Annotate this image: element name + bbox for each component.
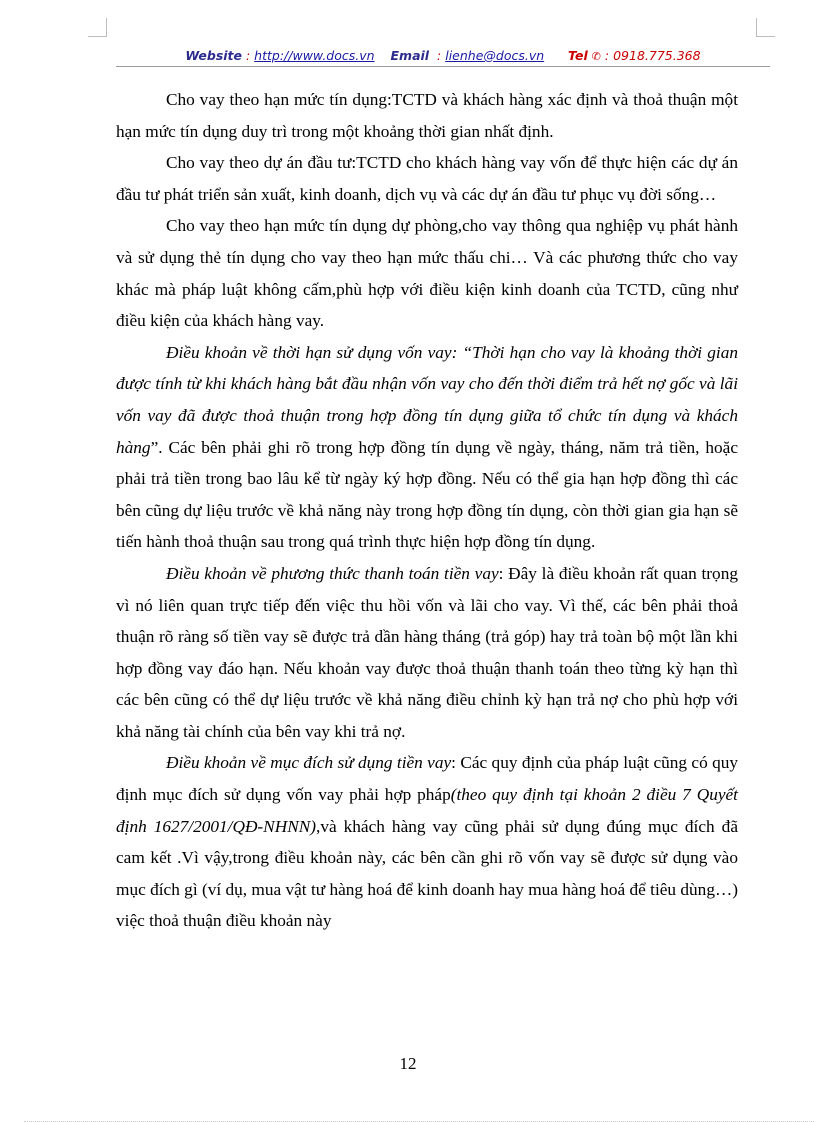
header-colon: : [604,48,614,63]
paragraph-text: Cho vay theo hạn mức tín dụng dự phòng,cho vay thông qua nghiệp vụ phát hành và sử dụng thẻ tín dụng cho vay theo hạn mức thấu chi… Và các phương thức cho vay khác mà pháp luật không cấm,phù hợp với điều kiện kinh doanh của TCTD, cũng như điều kiện của khách hàng vay. [116,216,738,331]
document-body [116,84,738,937]
paragraph-credit-limit [116,84,738,147]
email-link[interactable]: lienhe@docs.vn [445,48,545,63]
page-number: 12 [399,1054,417,1073]
clause-title-loan-term: Điều khoản về thời hạn sử dụng vốn vay: “Thời hạn cho vay là khoảng thời gian được tính từ khi khách hàng bắt đầu nhận vốn vay cho đến thời điểm trả hết nợ gốc và lãi vốn vay đã được thoả thuận trong hợp đồng tín dụng giữa tổ chức tín dụng và khách hàng [116,342,738,457]
header-colon: : [245,48,255,63]
paragraph-text: Cho vay theo dự án đầu tư:TCTD cho khách hàng vay vốn để thực hiện các dự án đầu tư phát triển sản xuất, kinh doanh, dịch vụ và các dự án đầu tư phục vụ đời sống… [116,153,738,204]
phone-icon: ✆ [591,50,601,63]
website-label: Website [185,48,242,63]
page-bottom-edge [24,1121,814,1122]
paragraph-repayment-method [116,558,738,748]
paragraph-loan-purpose [116,747,738,937]
phone-number: 0918.775.368 [613,48,701,63]
email-label: Email [390,48,430,63]
paragraph-text: ,và khách hàng vay cũng phải sử dụng đúng mục đích đã cam kết .Vì vậy,trong điều khoản này, các bên cần ghi rõ vốn vay sẽ được sử dụng vào mục đích gì (ví dụ, mua vật tư hàng hoá để kinh doanh hay mua hàng hoá để tiêu dùng…) việc thoả thuận điều khoản này [116,816,738,931]
header-spacer [379,48,387,63]
paragraph-standby-credit [116,210,738,336]
paragraph-text: : Các quy định của pháp luật cũng có quy định mục đích sử dụng vốn vay phải hợp pháp [116,753,738,805]
crop-mark-top-right [756,18,775,37]
paragraph-text: Cho vay theo hạn mức tín dụng:TCTD và khách hàng xác định và thoả thuận một hạn mức tín dụng duy trì trong một khoảng thời gian nhất định. [116,90,738,141]
paragraph-loan-term [116,337,738,558]
header-colon: : [433,48,446,63]
paragraph-text: : Đây là điều khoản rất quan trọng vì nó liên quan trực tiếp đến việc thu hồi vốn và lãi cho vay. Vì thế, các bên phải thoả thuận rõ ràng số tiền vay sẽ được trả dần hàng tháng (trả góp) hay trả toàn bộ một lần khi hợp đồng vay đáo hạn. Nếu khoản vay được thoả thuận thanh toán theo từng kỳ hạn thì các bên cũng có thể dự liệu trước về khả năng điều chỉnh kỳ hạn trả nợ cho phù hợp với khả năng tài chính của bên vay khi trả nợ. [116,563,738,741]
legal-reference: (theo quy định tại khoản 2 điều 7 Quyết định 1627/2001/QĐ-NHNN) [116,785,738,836]
clause-title-repayment: Điều khoản về phương thức thanh toán tiền vay [166,563,499,583]
paragraph-project-loan [116,147,738,210]
tel-label: Tel [568,48,588,63]
paragraph-text: ”. Các bên phải ghi rõ trong hợp đồng tín dụng về ngày, tháng, năm trả tiền, hoặc phải trả tiền trong bao lâu kể từ ngày ký hợp đồng. Nếu có thể gia hạn hợp đồng thì các bên cũng dự liệu trước về khả năng này trong hợp đồng tín dụng, còn thời gian gia hạn sẽ tiến hành thoả thuận sau trong quá trình thực hiện hợp đồng tín dụng. [116,437,738,552]
clause-title-purpose: Điều khoản về mục đích sử dụng tiền vay [166,753,452,773]
crop-mark-top-left [88,18,107,37]
website-link[interactable]: http://www.docs.vn [254,48,375,63]
header-spacer [548,48,564,63]
page-header [116,46,770,67]
